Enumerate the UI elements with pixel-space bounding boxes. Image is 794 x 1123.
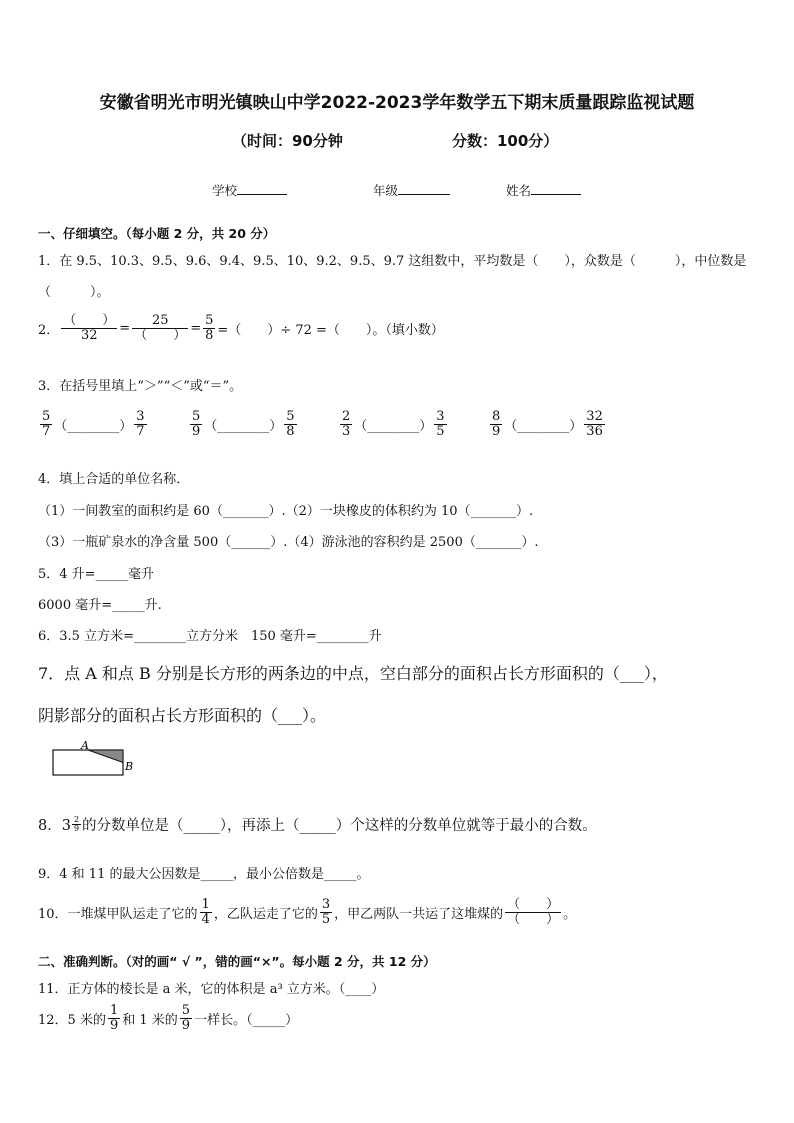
comparison-2: $\frac{5}{9}$ （________） $\frac{5}{8}$ <box>192 409 295 439</box>
question-4-line-2: （3）一瓶矿泉水的净含量 500（______）.（4）游泳池的容积约是 2500（_______）. <box>38 535 539 550</box>
section-2-heading: 二、准确判断。（对的画“ √ ”，错的画“×”。每小题 2 分，共 12 分） <box>38 954 436 969</box>
rectangle-figure <box>48 738 138 780</box>
comparison-1: $\frac{5}{7}$ （________） $\frac{3}{7}$ <box>42 409 145 439</box>
question-7-line-2: 阴影部分的面积占长方形面积的（___）。 <box>38 706 327 725</box>
comparison-4: $\frac{8}{9}$ （________） $\frac{32}{36}$ <box>492 409 603 439</box>
school-blank[interactable] <box>237 182 287 195</box>
comparison-3-blank[interactable]: （________） <box>354 418 433 434</box>
point-a-label: A <box>81 739 89 752</box>
question-5-line-1: 5．4 升=_____毫升 <box>38 567 155 582</box>
shaded-triangle <box>88 750 123 763</box>
grade-field <box>373 181 450 199</box>
question-10-text-4: 。 <box>563 906 577 922</box>
exam-time: （时间：90分钟 <box>232 132 343 150</box>
question-1-line-1: 1．在 9.5、10.3、9.5、9.6、9.4、9.5、10、9.2、9.5、9.7 这组数中，平均数是（ ），众数是（ ），中位数是 <box>38 254 747 269</box>
question-2-fraction-3: $\frac{5}{8}$ <box>205 313 214 343</box>
question-12-fraction-1: $\frac{1}{9}$ <box>109 1003 119 1033</box>
question-6: 6．3.5 立方米=________立方分米 150 毫升=________升 <box>38 629 382 644</box>
question-10-answer-fraction[interactable]: $\frac{( )}{( )}$ <box>507 897 560 927</box>
question-2-number: 2． <box>38 322 60 338</box>
question-2-tail: =（ ）÷ 72 =（ ）。（填小数） <box>217 322 444 338</box>
question-3-comparisons <box>38 410 638 438</box>
question-9: 9．4 和 11 的最大公因数是_____，最小公倍数是_____。 <box>38 867 370 882</box>
question-2-fraction-2: $\frac{25}{( )}$ <box>134 313 187 343</box>
question-5-line-2: 6000 毫升=_____升. <box>38 598 162 613</box>
question-4-line-1: （1）一间教室的面积约是 60（_______）.（2）一块橡皮的体积约为 10（_______）. <box>38 504 534 519</box>
comparison-3: $\frac{2}{3}$ （________） $\frac{3}{5}$ <box>342 409 445 439</box>
question-1-line-2: （ ）。 <box>38 285 110 300</box>
question-11: 11．正方体的棱长是 a 米，它的体积是 a³ 立方米。（____） <box>38 982 385 997</box>
section-1-heading: 一、仔细填空。（每小题 2 分，共 20 分） <box>38 226 276 241</box>
comparison-4-blank[interactable]: （________） <box>504 418 583 434</box>
question-12-text-3: 一样长。（_____） <box>194 1012 299 1028</box>
question-8 <box>38 814 597 835</box>
question-10-fraction-1: $\frac{1}{4}$ <box>201 897 210 927</box>
question-12-fraction-2: $\frac{5}{9}$ <box>181 1003 191 1033</box>
question-2: 2． $\frac{( )}{32}$ = $\frac{25}{( )}$ = $\frac{5}{8}$ =（ ）÷ 72 =（ ）。（填小数） <box>38 313 444 343</box>
school-field <box>212 181 287 199</box>
name-field <box>506 181 581 199</box>
school-label: 学校 <box>212 183 238 198</box>
question-10-text-2: ，乙队运走了它的 <box>213 906 318 922</box>
question-7-line-1: 7．点 A 和点 B 分别是长方形的两条边的中点，空白部分的面积占长方形面积的（___）， <box>38 664 668 683</box>
question-2-fraction-1: $\frac{( )}{32}$ <box>63 313 116 343</box>
question-8-text: 的分数单位是（_____），再添上（_____）个这样的分数单位就等于最小的合数。 <box>82 818 597 834</box>
question-10-text-1: 10．一堆煤甲队运走了它的 <box>38 906 198 922</box>
question-12-text-1: 12．5 米的 <box>38 1012 106 1028</box>
name-blank[interactable] <box>531 182 581 195</box>
question-8-number: 8．3 <box>38 818 71 834</box>
question-4: 4．填上合适的单位名称． <box>38 472 190 487</box>
question-12-text-2: 和 1 米的 <box>122 1012 178 1028</box>
question-10-fraction-2: $\frac{3}{5}$ <box>321 897 331 927</box>
question-8-fraction: $\frac{2}{9}$ <box>73 814 80 833</box>
page-title: 安徽省明光市明光镇映山中学2022-2023学年数学五下期末质量跟踪监视试题 <box>99 93 695 113</box>
point-b-label: B <box>125 760 134 773</box>
grade-label: 年级 <box>373 183 399 198</box>
comparison-1-blank[interactable]: （________） <box>54 418 133 434</box>
name-label: 姓名 <box>506 183 532 198</box>
question-10-text-3: ，甲乙两队一共运了这堆煤的 <box>334 906 504 922</box>
question-12 <box>38 1004 298 1032</box>
question-3: 3．在括号里填上“＞”“＜”或“＝”。 <box>38 379 243 394</box>
exam-score: 分数：100分） <box>452 132 559 150</box>
question-10 <box>38 898 576 926</box>
grade-blank[interactable] <box>398 182 450 195</box>
comparison-2-blank[interactable]: （________） <box>204 418 283 434</box>
